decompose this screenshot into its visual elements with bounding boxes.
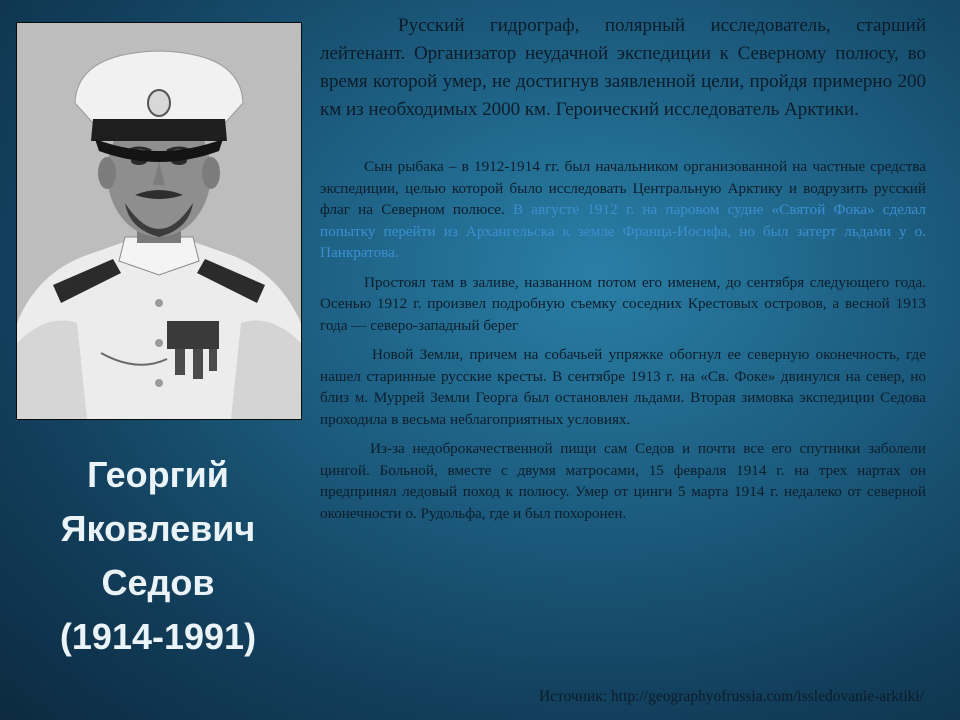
paragraph-1 <box>320 156 926 264</box>
intro-paragraph: Русский гидрограф, полярный исследователь, старший лейтенант. Организатор неудачной экспедиции к Северному полюсу, во время которой умер, не достигнув заявленной цели, пройдя примерно 200 км из необходимых 2000 км. Героический исследователь Арктики. <box>320 15 926 120</box>
name-patronymic: Яковлевич <box>60 508 256 549</box>
paragraph-1-text: Сын рыбака – в 1912-1914 гг. был начальником организованной на частные средства экспедиции, целью которой было исследовать Центральную Арктику и водрузить русский флаг на Северном полюсе. <box>320 158 926 218</box>
paragraph-4: Из-за недоброкачественной пищи сам Седов и почти все его спутники заболели цингой. Больной, вместе с двумя матросами, 15 февраля 1914 г. на трех нартах он предпринял ледовый поход к полюсу. Умер от цинги 5 марта 1914 г. недалеко от северной оконечности о. Рудольфа, где и был похоронен. <box>320 440 926 522</box>
paragraph-1-highlight: В августе 1912 г. на паровом судне «Святой Фока» сделал попытку перейти из Архангельска к земле Франца-Иосифа, но был затерт льдами у о. Панкратова. <box>320 201 926 261</box>
name-surname: Седов <box>101 562 215 603</box>
paragraph-2: Простоял там в заливе, названном потом его именем, до сентября следующего года. Осенью 1912 г. произвел подробную съемку соседних Крестовых островов, а весной 1913 года — северо-западный берег <box>320 273 926 334</box>
person-name <box>20 448 296 664</box>
portrait-photo <box>16 22 302 420</box>
paragraph-3: Новой Земли, причем на собачьей упряжке обогнул ее северную оконечность, где нашел старинные русские кресты. В сентябре 1913 г. на «Св. Фоке» двинулся на север, но близ м. Муррей Земли Георга был остановлен льдами. Вторая зимовка экспедиции Седова проходила в весьма неблагоприятных условиях. <box>320 346 926 428</box>
name-first: Георгий <box>87 454 229 495</box>
name-years: (1914-1991) <box>59 616 257 657</box>
source-citation: Источник: http://geographyofrussia.com/issledovanie-arktiki/ <box>538 688 924 705</box>
portrait-illustration <box>17 23 301 419</box>
text-column <box>320 12 926 524</box>
